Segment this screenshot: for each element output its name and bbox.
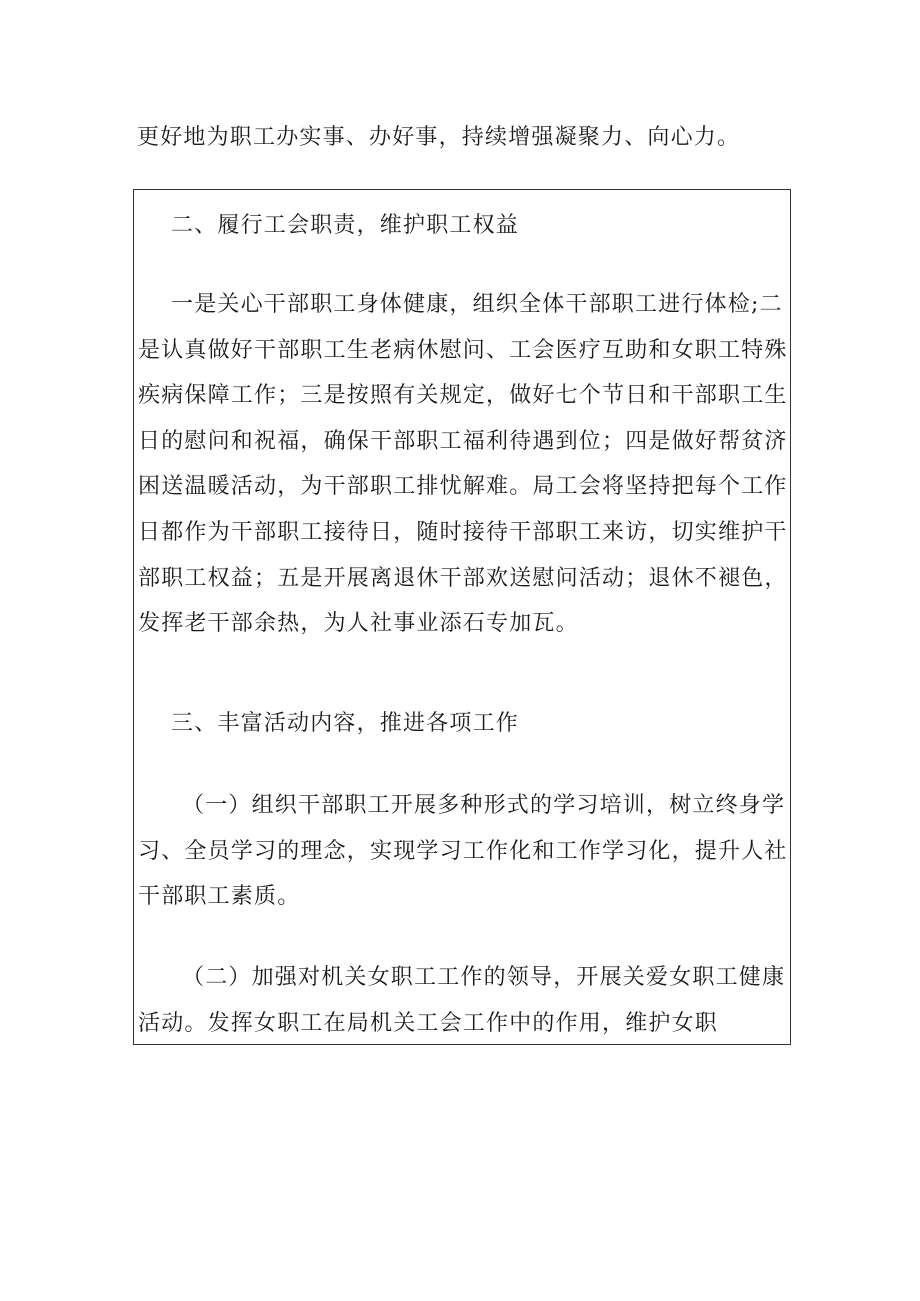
intro-text-line: 更好地为职工办实事、办好事，持续增强凝聚力、向心力。 (137, 125, 741, 150)
section-3-item-2: （二）加强对机关女职工工作的领导，开展关爱女职工健康活动。发挥女职工在局机关工会工作中的作用，维护女职 (138, 965, 786, 1036)
section-3-item-1: （一）组织干部职工开展多种形式的学习培训，树立终身学习、全员学习的理念，实现学习工作化和工作学习化，提升人社干部职工素质。 (138, 793, 788, 910)
bordered-content-box (133, 189, 791, 1045)
section-2-heading: 二、履行工会职责，维护职工权益 (171, 213, 520, 238)
section-2-body: 一是关心干部职工身体健康，组织全体干部职工进行体检;二是认真做好干部职工生老病休慰问、工会医疗互助和女职工特殊疾病保障工作；三是按照有关规定，做好七个节日和干部职工生日的慰问和祝福，确保干部职工福利待遇到位；四是做好帮贫济困送温暖活动，为干部职工排忧解难。局工会将坚持把每个工作日都作为干部职工接待日，随时接待干部职工来访，切实维护干部职工权益；五是开展离退休干部欢送慰问活动；退休不褪色，发挥老干部余热，为人社事业添石专加瓦。 (138, 292, 788, 637)
section-3-heading: 三、丰富活动内容，推进各项工作 (171, 711, 520, 736)
